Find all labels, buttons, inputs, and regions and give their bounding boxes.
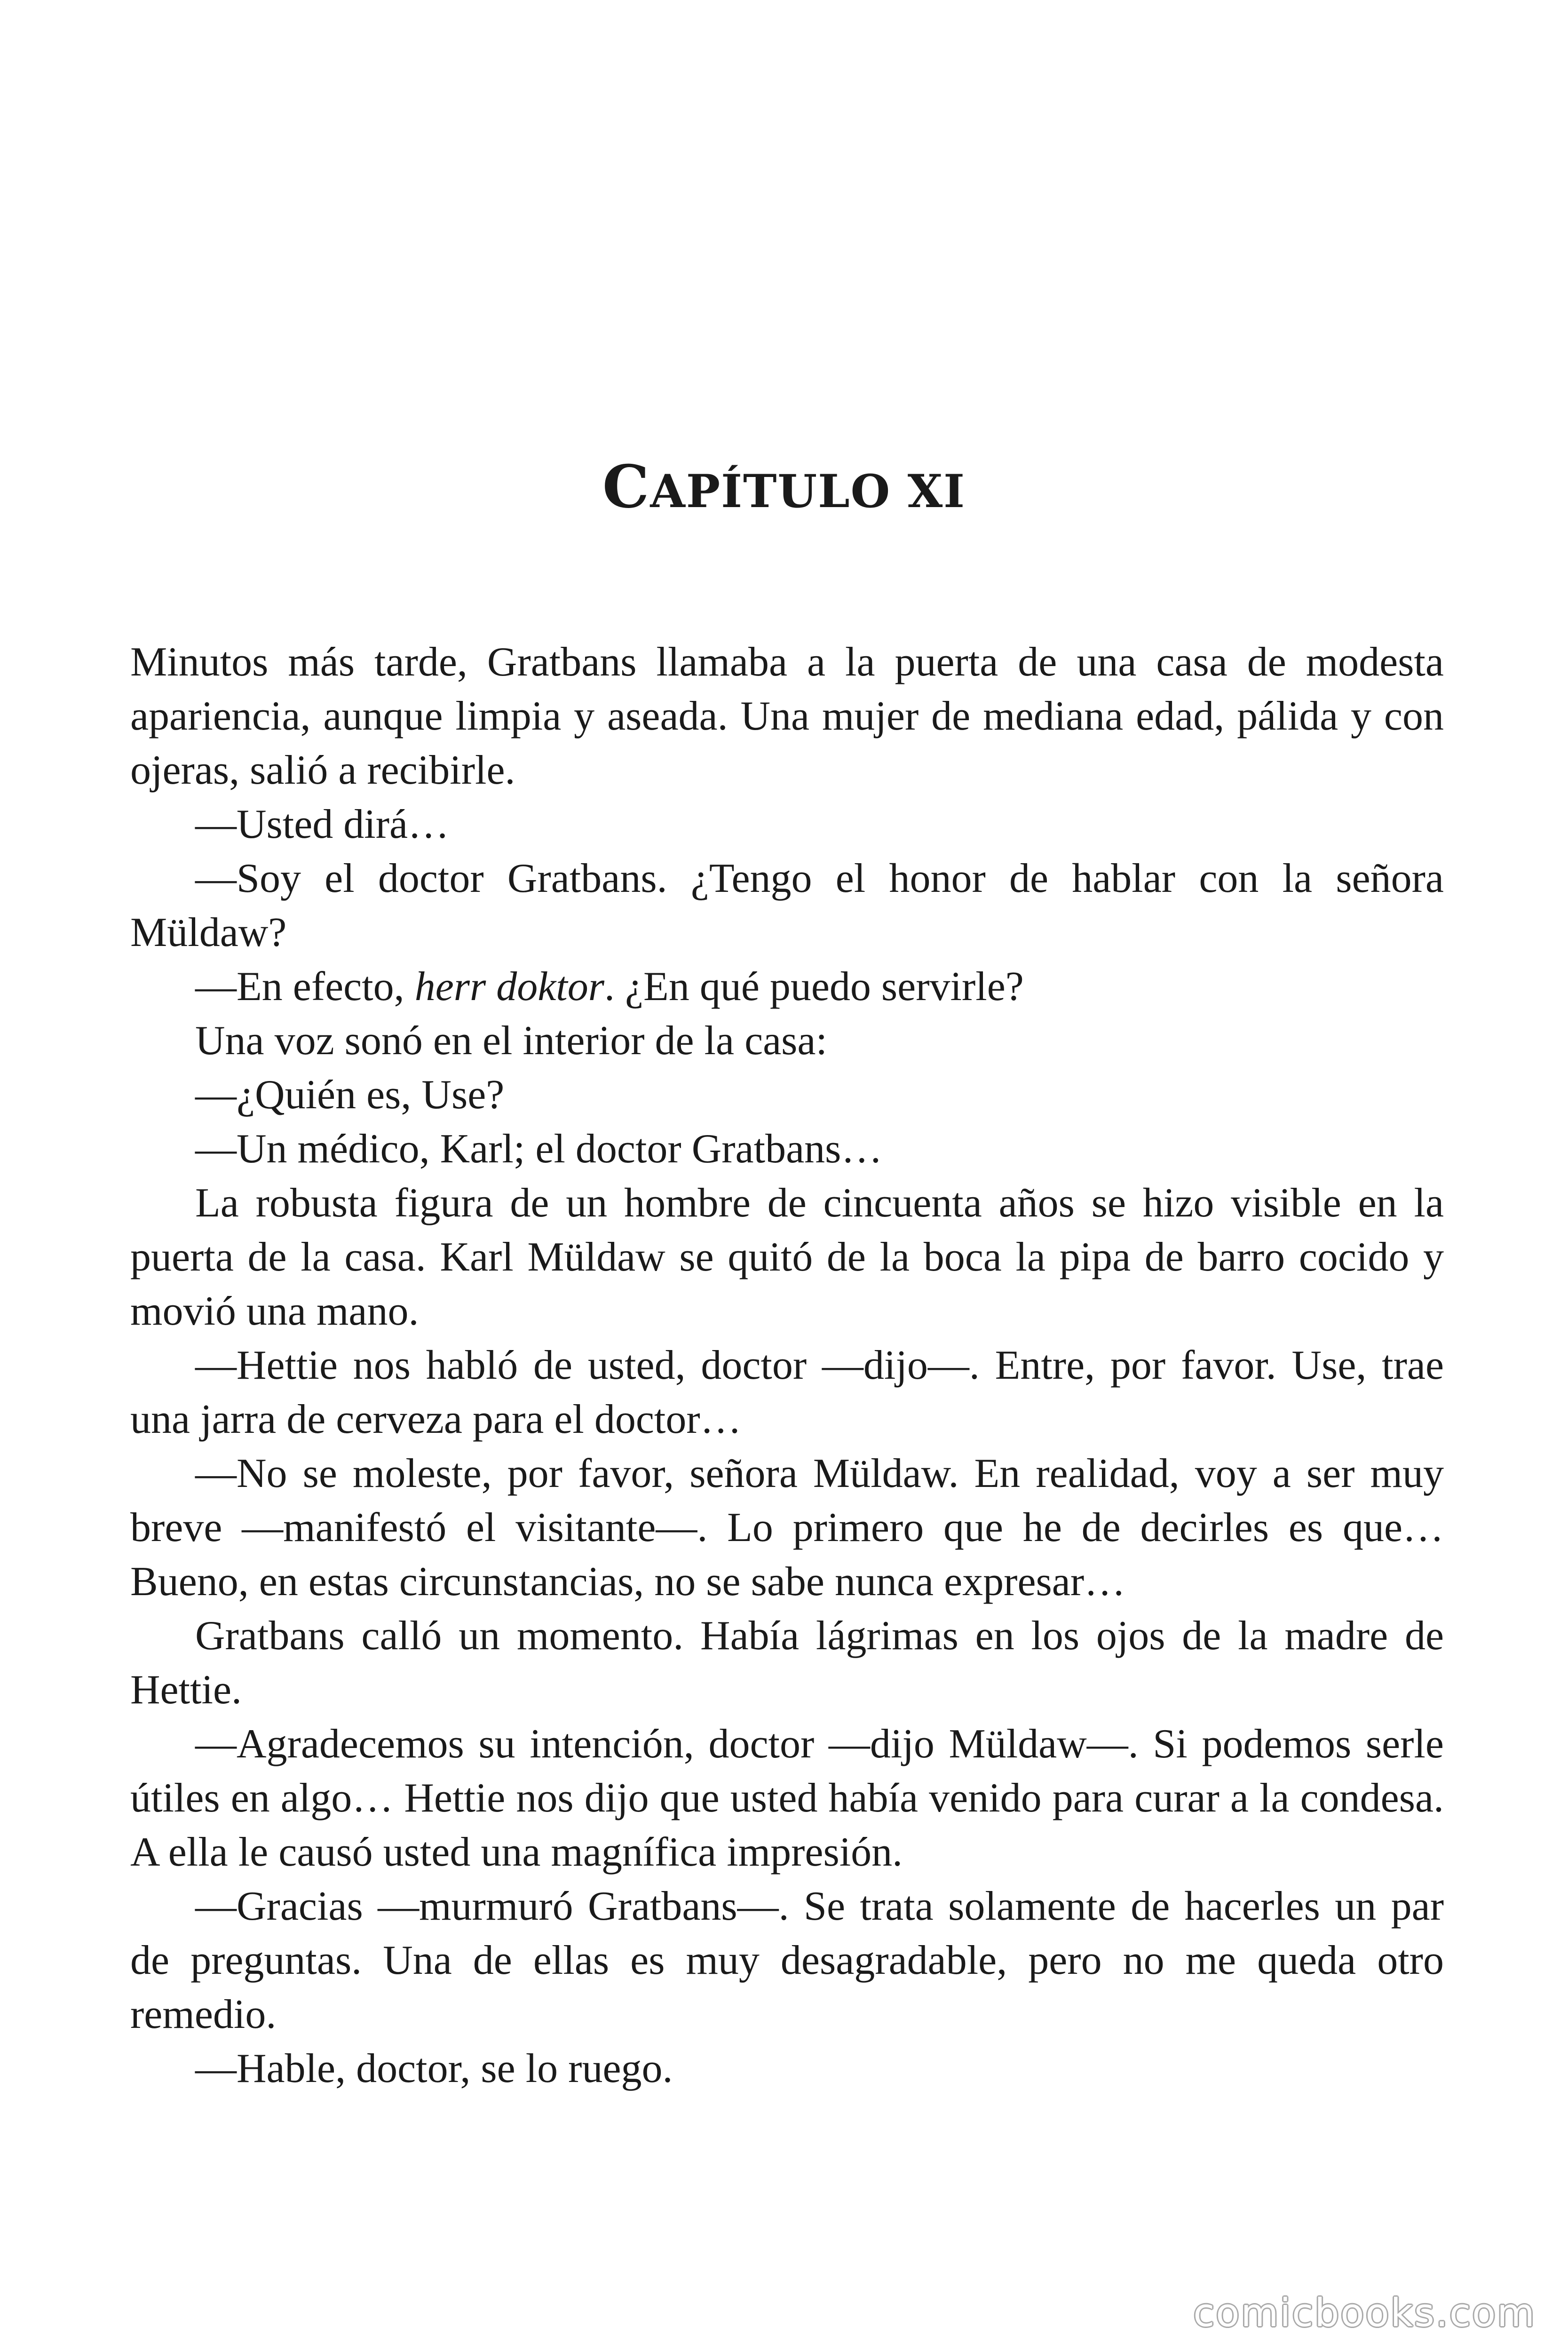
paragraph xyxy=(130,1068,1444,1122)
chapter-body xyxy=(130,635,1444,2096)
paragraph xyxy=(130,1176,1444,1338)
paragraph-text: Gratbans calló un momento. Había lágrimas en los ojos de la madre de Hettie. xyxy=(130,1613,1444,1713)
paragraph xyxy=(130,851,1444,960)
paragraph-text: —Usted dirá… xyxy=(195,802,450,847)
paragraph-text: —Hettie nos habló de usted, doctor —dijo—. Entre, por favor. Use, trae una jarra de cerveza para el doctor… xyxy=(130,1343,1444,1442)
paragraph xyxy=(130,635,1444,797)
italic-text: herr doktor xyxy=(414,964,604,1009)
paragraph xyxy=(130,1122,1444,1176)
paragraph xyxy=(130,1446,1444,1609)
paragraph xyxy=(130,1014,1444,1068)
chapter-title xyxy=(0,454,1568,524)
paragraph xyxy=(130,960,1444,1014)
paragraph-text: —Un médico, Karl; el doctor Gratbans… xyxy=(195,1126,883,1172)
paragraph xyxy=(130,1338,1444,1446)
paragraph-text: —En efecto, xyxy=(195,964,415,1009)
paragraph-text: —Soy el doctor Gratbans. ¿Tengo el honor de hablar con la señora Müldaw? xyxy=(130,856,1444,955)
paragraph-text: Una voz sonó en el interior de la casa: xyxy=(195,1018,827,1064)
paragraph-text: —¿Quién es, Use? xyxy=(195,1072,505,1118)
paragraph xyxy=(130,2042,1444,2096)
watermark: comicbooks.com xyxy=(1193,2291,1536,2336)
chapter-title-rest: APÍTULO XI xyxy=(650,465,966,518)
paragraph-text: —Gracias —murmuró Gratbans—. Se trata solamente de hacerles un par de preguntas. Una de ellas es muy desagradable, pero no me queda otro remedio. xyxy=(130,1883,1444,2037)
paragraph-text: Minutos más tarde, Gratbans llamaba a la puerta de una casa de modesta apariencia, aunque limpia y aseada. Una mujer de mediana edad, pálida y con ojeras, salió a recibirle. xyxy=(130,639,1444,793)
paragraph xyxy=(130,1879,1444,2042)
paragraph-text: —Hable, doctor, se lo ruego. xyxy=(195,2046,673,2091)
chapter-title-initial: C xyxy=(602,453,650,521)
paragraph xyxy=(130,797,1444,851)
paragraph xyxy=(130,1609,1444,1717)
paragraph xyxy=(130,1717,1444,1879)
paragraph-text: —No se moleste, por favor, señora Müldaw. En realidad, voy a ser muy breve —manifestó el visitante—. Lo primero que he de decirles es que… Bueno, en estas circunstancias, no se sabe nunca expresar… xyxy=(130,1451,1444,1605)
paragraph-text: La robusta figura de un hombre de cincuenta años se hizo visible en la puerta de la casa. Karl Müldaw se quitó de la boca la pipa de barro cocido y movió una mano. xyxy=(130,1180,1444,1334)
paragraph-text: . ¿En qué puedo servirle? xyxy=(604,964,1024,1009)
paragraph-text: —Agradecemos su intención, doctor —dijo Müldaw—. Si podemos serle útiles en algo… Hettie nos dijo que usted había venido para curar a la condesa. A ella le causó usted una magnífica impresión. xyxy=(130,1721,1444,1875)
